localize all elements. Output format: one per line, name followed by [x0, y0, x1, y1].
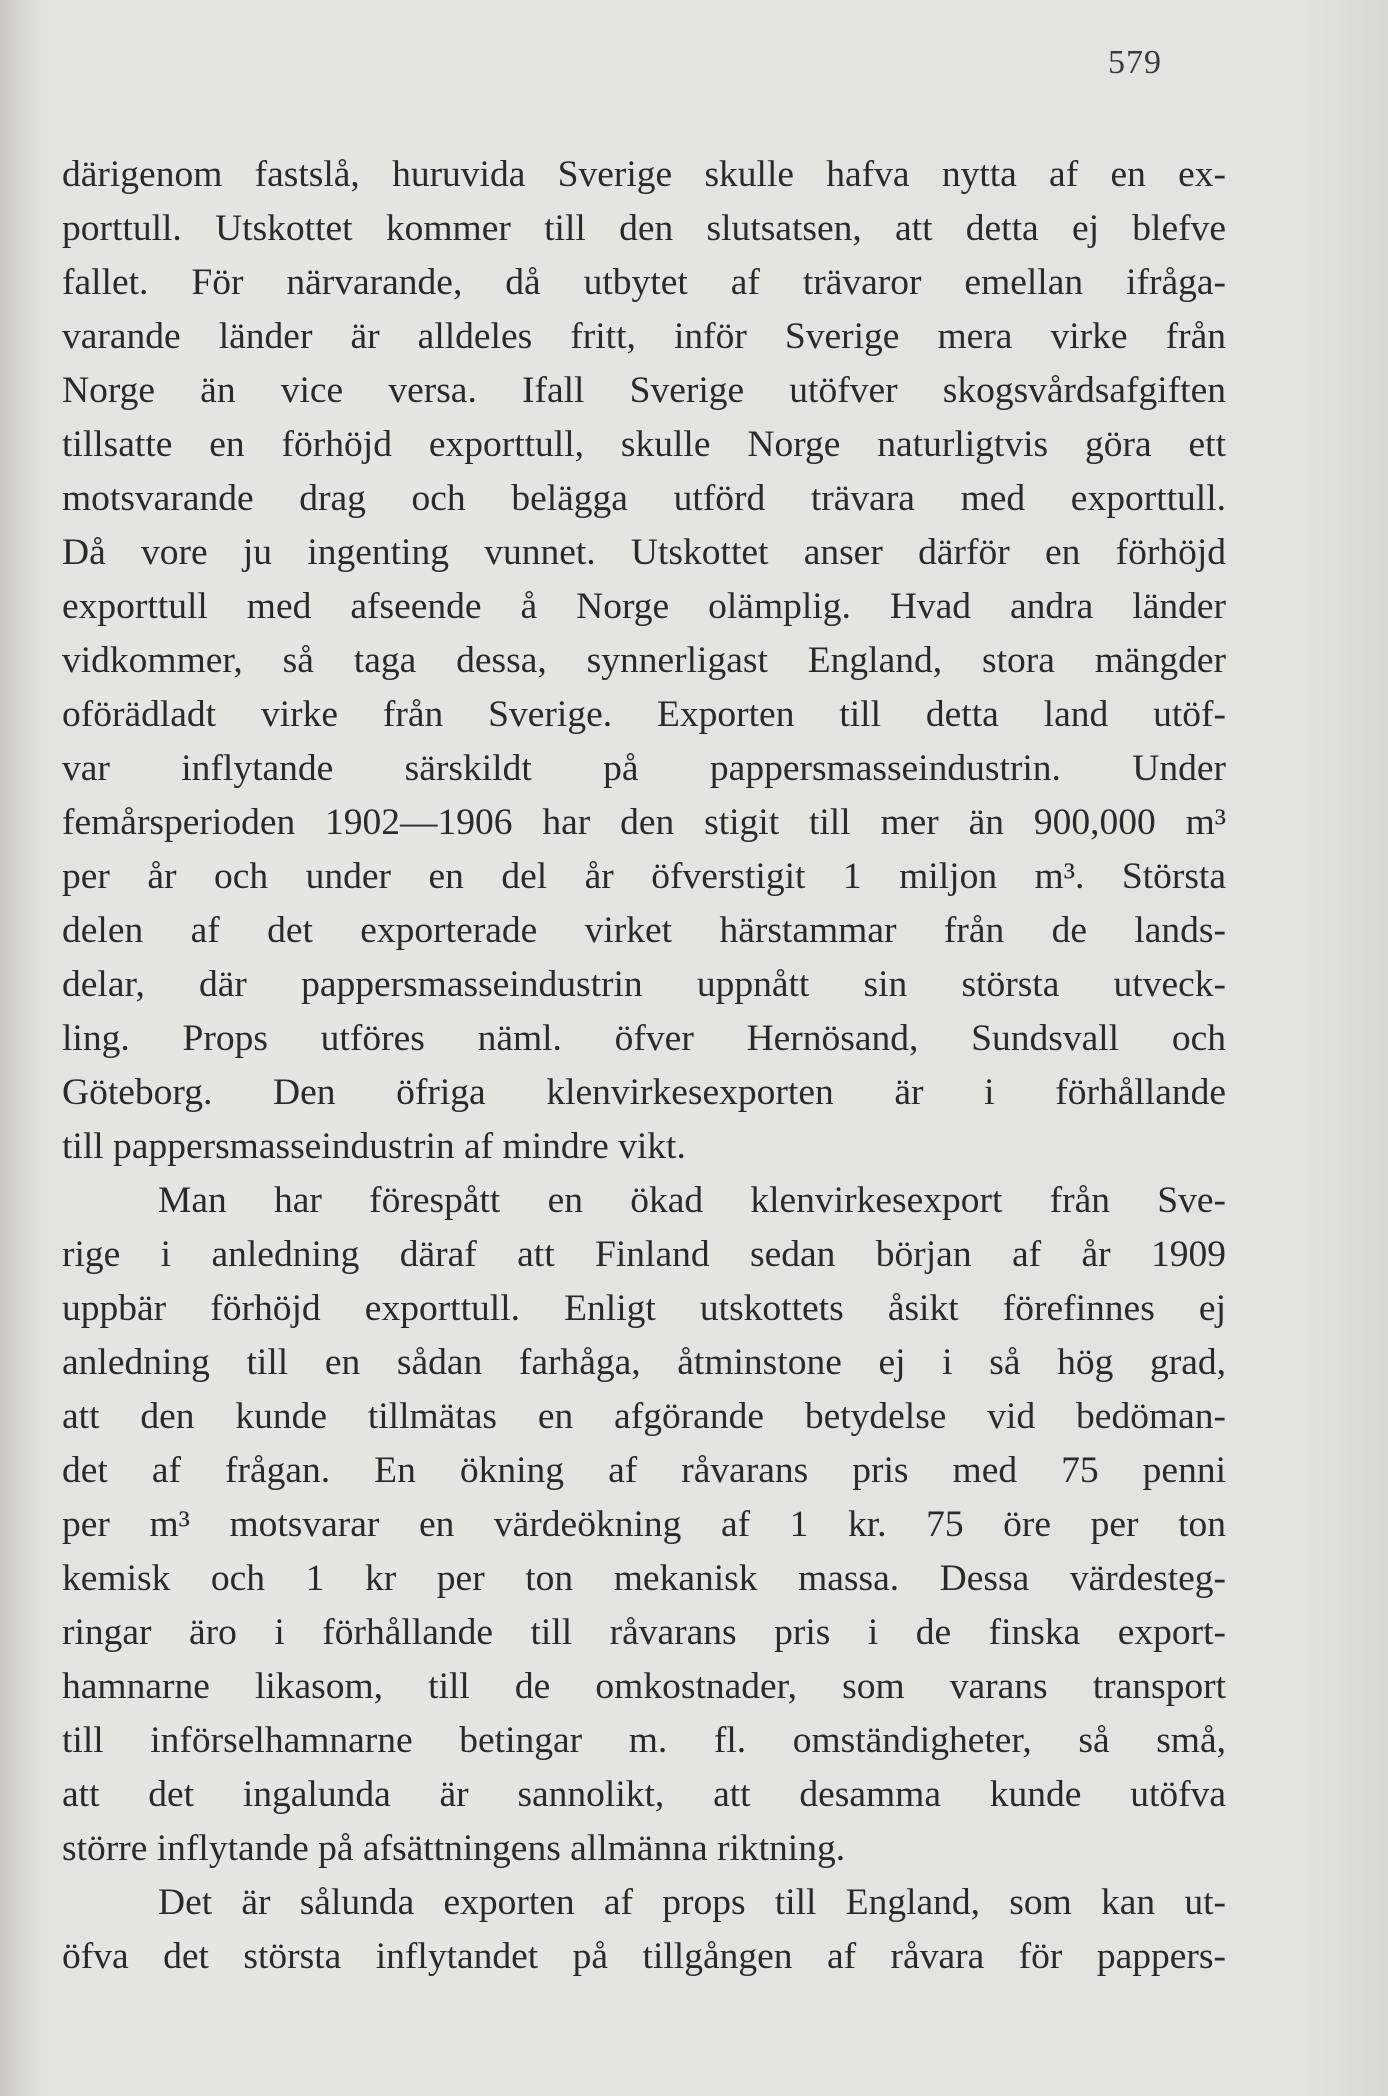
text-line: fallet. För närvarande, då utbytet af trävaror emellan ifråga-: [62, 262, 1226, 303]
text-line: Då vore ju ingenting vunnet. Utskottet anser därför en förhöjd: [62, 532, 1226, 573]
text-line: till införselhamnarne betingar m. fl. omständigheter, så små,: [62, 1720, 1226, 1761]
text-line: Göteborg. Den öfriga klenvirkesexporten är i förhållande: [62, 1072, 1226, 1113]
text-line: rige i anledning däraf att Finland sedan början af år 1909: [62, 1234, 1226, 1275]
text-line: därigenom fastslå, huruvida Sverige skulle hafva nytta af en ex-: [62, 154, 1226, 195]
text-line: motsvarande drag och belägga utförd trävara med exporttull.: [62, 478, 1226, 519]
text-line: Det är sålunda exporten af props till England, som kan ut-: [158, 1882, 1226, 1923]
text-line: det af frågan. En ökning af råvarans pris med 75 penni: [62, 1450, 1226, 1491]
text-line: öfva det största inflytandet på tillgången af råvara för pappers-: [62, 1936, 1226, 1977]
text-line: större inflytande på afsättningens allmänna riktning.: [62, 1828, 846, 1869]
page-number: 579: [1108, 44, 1162, 81]
text-line: till pappersmasseindustrin af mindre vikt.: [62, 1126, 686, 1167]
text-line: ling. Props utföres näml. öfver Hernösand, Sundsvall och: [62, 1018, 1226, 1059]
text-line: ringar äro i förhållande till råvarans pris i de finska export-: [62, 1612, 1226, 1653]
text-line: tillsatte en förhöjd exporttull, skulle Norge naturligtvis göra ett: [62, 424, 1226, 465]
text-line: porttull. Utskottet kommer till den slutsatsen, att detta ej blefve: [62, 208, 1226, 249]
text-line: varande länder är alldeles fritt, inför Sverige mera virke från: [62, 316, 1226, 357]
text-line: var inflytande särskildt på pappersmasseindustrin. Under: [62, 748, 1226, 789]
text-line: oförädladt virke från Sverige. Exporten till detta land utöf-: [62, 694, 1226, 735]
text-line: delen af det exporterade virket härstammar från de lands-: [62, 910, 1226, 951]
text-line: exporttull med afseende å Norge olämplig. Hvad andra länder: [62, 586, 1226, 627]
text-line: att det ingalunda är sannolikt, att desamma kunde utöfva: [62, 1774, 1226, 1815]
text-line: uppbär förhöjd exporttull. Enligt utskottets åsikt förefinnes ej: [62, 1288, 1226, 1329]
text-line: femårsperioden 1902—1906 har den stigit till mer än 900,000 m³: [62, 802, 1226, 843]
text-line: per m³ motsvarar en värdeökning af 1 kr. 75 öre per ton: [62, 1504, 1226, 1545]
text-line: att den kunde tillmätas en afgörande betydelse vid bedöman-: [62, 1396, 1226, 1437]
text-line: hamnarne likasom, till de omkostnader, som varans transport: [62, 1666, 1226, 1707]
text-line: kemisk och 1 kr per ton mekanisk massa. Dessa värdesteg-: [62, 1558, 1226, 1599]
text-line: anledning till en sådan farhåga, åtminstone ej i så hög grad,: [62, 1342, 1226, 1383]
text-line: vidkommer, så taga dessa, synnerligast England, stora mängder: [62, 640, 1226, 681]
text-line: per år och under en del år öfverstigit 1 miljon m³. Största: [62, 856, 1226, 897]
text-line: Norge än vice versa. Ifall Sverige utöfver skogsvårdsafgiften: [62, 370, 1226, 411]
text-line: Man har förespått en ökad klenvirkesexport från Sve-: [158, 1180, 1226, 1221]
text-line: delar, där pappersmasseindustrin uppnått sin största utveck-: [62, 964, 1226, 1005]
